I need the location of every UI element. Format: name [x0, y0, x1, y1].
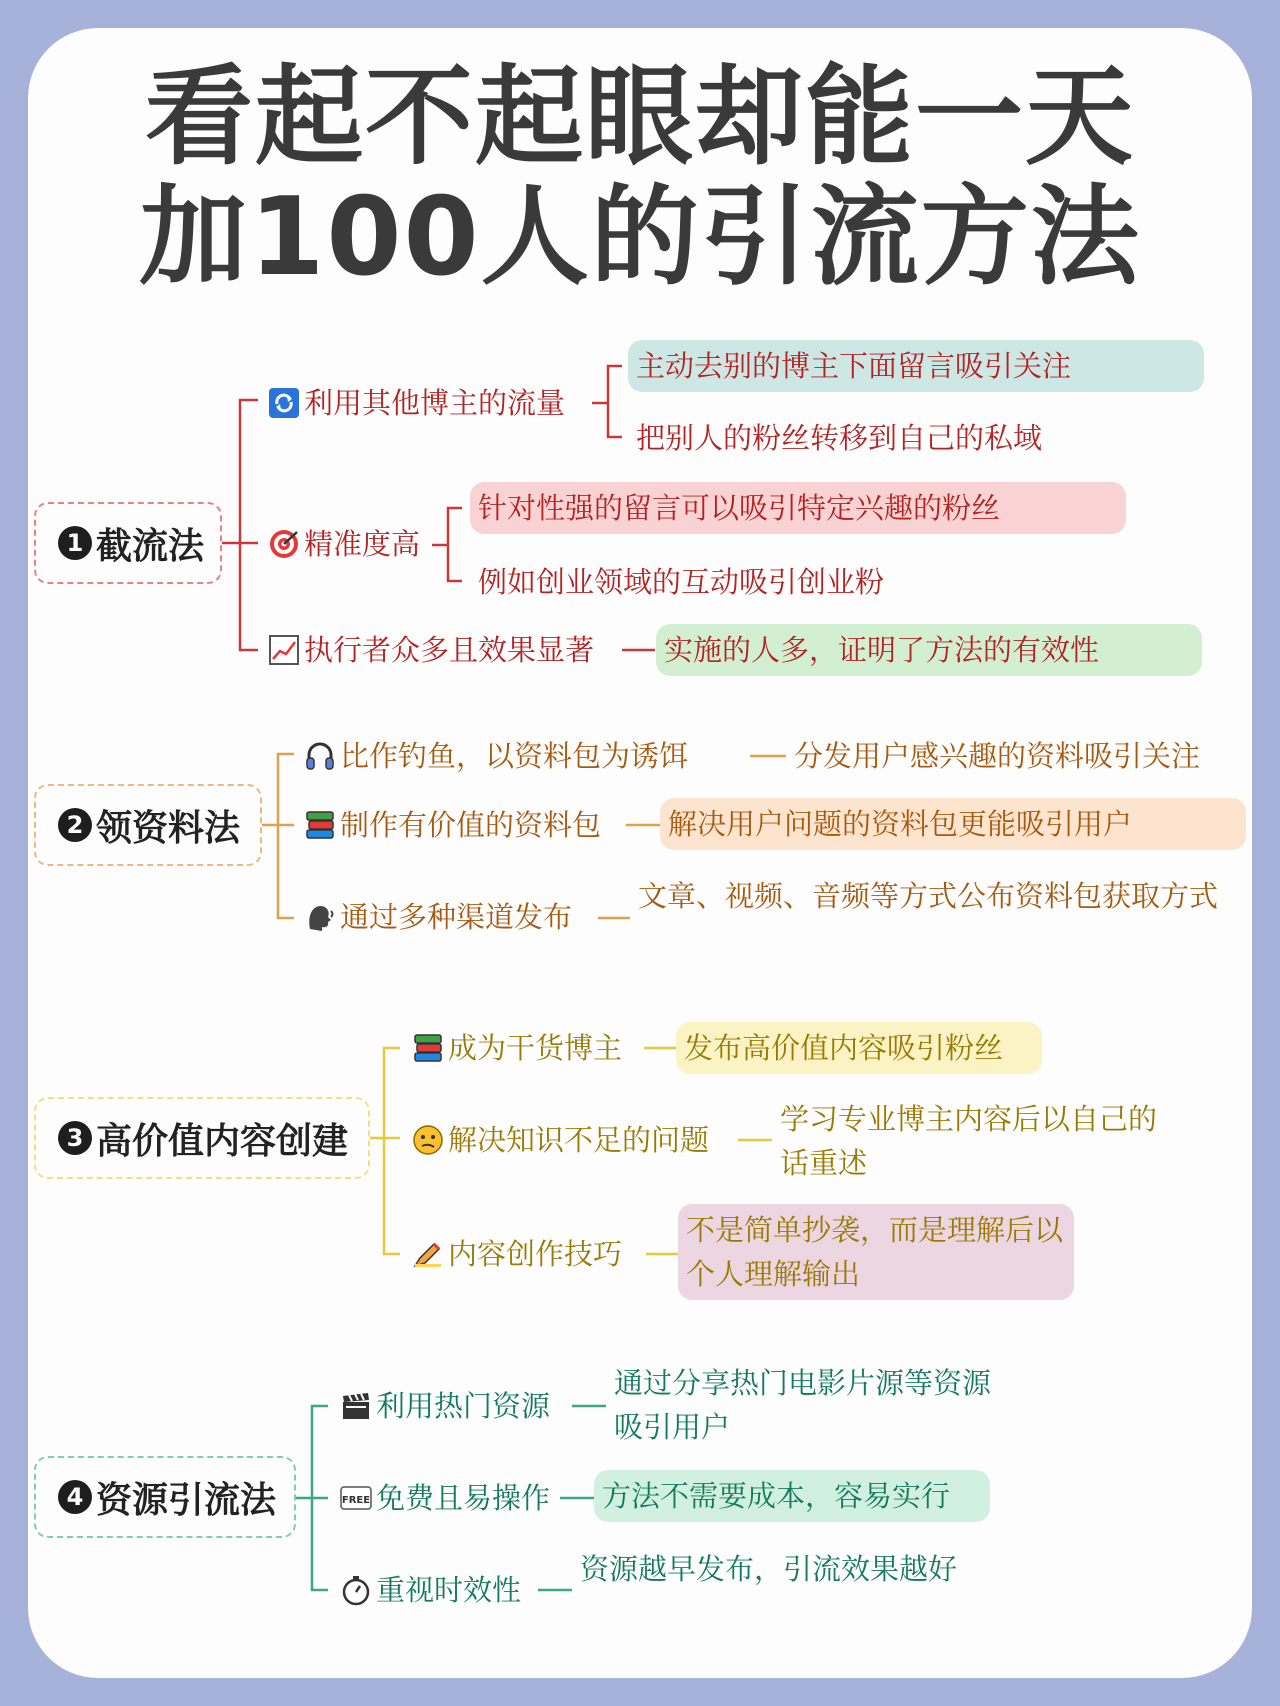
- branch1-number: 1: [58, 526, 92, 560]
- detail-1-1-1: 主动去别的博主下面留言吸引关注: [628, 340, 1204, 392]
- node-4-3: [340, 1570, 521, 1610]
- branch4-label: 资源引流法: [96, 1479, 277, 1521]
- writing-hand-icon: [412, 1238, 444, 1270]
- clapper-board-icon: [340, 1390, 372, 1422]
- node-1-2-label: 精准度高: [304, 527, 421, 561]
- node-2-1-label: 比作钓鱼，以资料包为诱饵: [340, 739, 689, 773]
- branch2-label: 领资料法: [96, 807, 241, 849]
- detail-3-1-1: 发布高价值内容吸引粉丝: [676, 1022, 1042, 1074]
- detail-1-1-2: 把别人的粉丝转移到自己的私域: [636, 421, 1043, 455]
- detail-2-2-1: 解决用户问题的资料包更能吸引用户: [660, 798, 1246, 850]
- node-3-3: [412, 1234, 622, 1274]
- node-4-2-label: 免费且易操作: [376, 1481, 551, 1515]
- node-4-3-label: 重视时效性: [376, 1573, 522, 1607]
- branch1-label: 截流法: [96, 525, 205, 567]
- page-title-line1: 看起不起眼却能一天: [144, 55, 1135, 180]
- node-3-2: [412, 1120, 709, 1160]
- svg-text:FREE: FREE: [341, 1495, 371, 1506]
- detail-2-1-1: 分发用户感兴趣的资料吸引关注: [794, 739, 1201, 773]
- refresh-icon: [268, 387, 300, 419]
- node-2-3-label: 通过多种渠道发布: [340, 900, 573, 934]
- branch2-root: [34, 784, 262, 866]
- node-4-1-label: 利用热门资源: [376, 1389, 551, 1423]
- page-title-line2: 加100人的引流方法: [139, 175, 1141, 300]
- node-4-2: [340, 1478, 550, 1518]
- node-1-3-label: 执行者众多且效果显著: [304, 633, 595, 667]
- node-3-1: [412, 1028, 622, 1068]
- stopwatch-icon: [340, 1574, 372, 1606]
- detail-2-3-1: 文章、视频、音频等方式公布资料包获取方式: [638, 879, 1219, 913]
- node-2-2: [304, 805, 601, 845]
- branch4-number: 4: [58, 1480, 92, 1514]
- detail-3-2-1: 学习专业博主内容后以自己的话重述: [780, 1102, 1158, 1180]
- node-3-3-label: 内容创作技巧: [448, 1237, 623, 1271]
- node-1-1-label: 利用其他博主的流量: [304, 386, 566, 420]
- branch1-root: [34, 502, 222, 584]
- speaking-head-icon: [304, 901, 336, 933]
- node-2-1: [304, 736, 688, 776]
- headphones-icon: [304, 740, 336, 772]
- branch3-label: 高价值内容创建: [96, 1120, 349, 1162]
- node-2-3: [304, 897, 572, 937]
- node-1-2: [268, 524, 420, 564]
- chart-up-icon: [268, 634, 300, 666]
- detail-3-3-1: 不是简单抄袭，而是理解后以个人理解输出: [678, 1204, 1074, 1300]
- detail-1-3-1: 实施的人多，证明了方法的有效性: [656, 624, 1202, 676]
- branch4-root: [34, 1456, 296, 1538]
- target-icon: [268, 528, 300, 560]
- detail-1-2-2: 例如创业领域的互动吸引创业粉: [478, 565, 885, 599]
- branch3-number: 3: [58, 1121, 92, 1155]
- detail-4-3-1: 资源越早发布，引流效果越好: [580, 1552, 958, 1586]
- detail-1-2-1: 针对性强的留言可以吸引特定兴趣的粉丝: [470, 482, 1126, 534]
- books-icon: [304, 809, 336, 841]
- free-icon: [340, 1482, 372, 1514]
- branch3-root: [34, 1097, 370, 1179]
- books-icon: [412, 1032, 444, 1064]
- node-3-1-label: 成为干货博主: [448, 1031, 623, 1065]
- branch2-number: 2: [58, 808, 92, 842]
- node-1-3: [268, 630, 594, 670]
- node-3-2-label: 解决知识不足的问题: [448, 1123, 710, 1157]
- node-2-2-label: 制作有价值的资料包: [340, 808, 602, 842]
- node-1-1: [268, 383, 565, 423]
- detail-4-1-1: 通过分享热门电影片源等资源吸引用户: [614, 1366, 992, 1444]
- detail-4-2-1: 方法不需要成本，容易实行: [594, 1470, 990, 1522]
- thinking-face-icon: [412, 1124, 444, 1156]
- node-4-1: [340, 1386, 550, 1426]
